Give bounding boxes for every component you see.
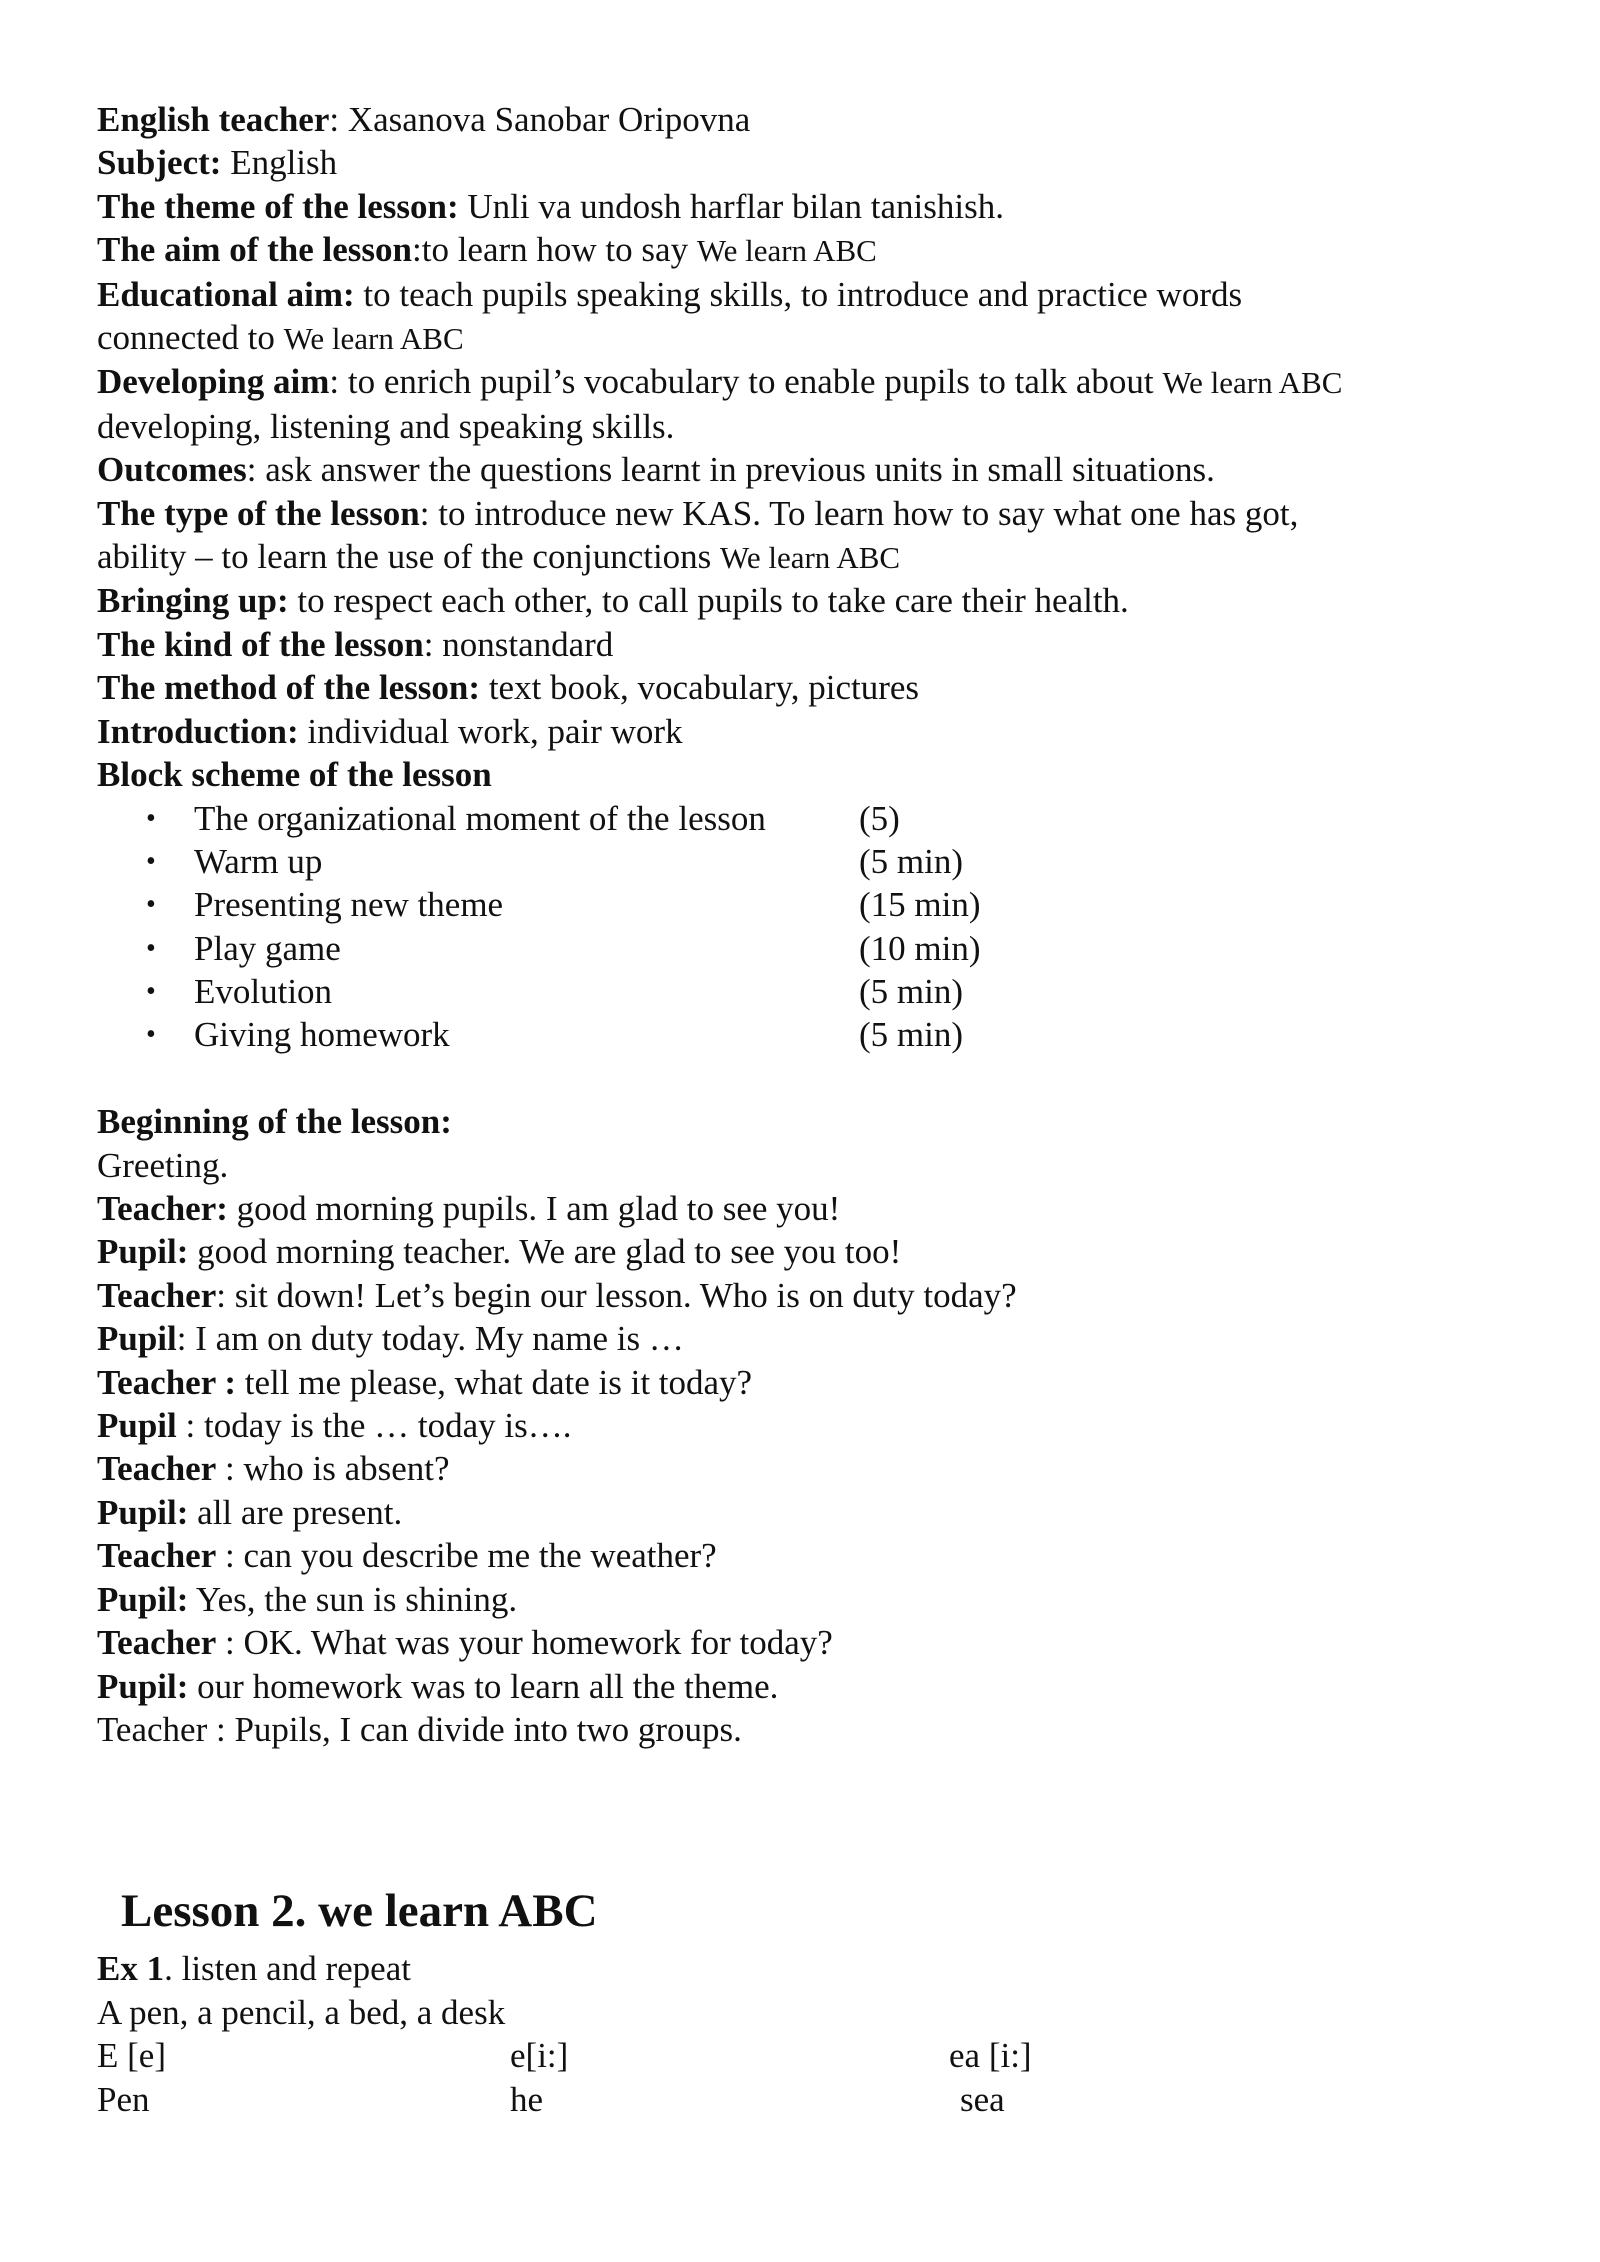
- document-page: [97, 98, 1517, 2121]
- dialogue-line: Teacher: sit down! Let’s begin our lesson. Who is on duty today?: [97, 1275, 1017, 1315]
- sound-cell: ea [i:]: [949, 2036, 1032, 2076]
- lesson-2-title: Lesson 2. we learn ABC: [121, 1885, 598, 1938]
- lesson-info: [97, 98, 1517, 797]
- info-type: The type of the lesson: to introduce new KAS. To learn how to say what one has got,: [97, 493, 1299, 533]
- list-item: • Play game (10 min): [97, 927, 1517, 970]
- info-method: The method of the lesson: text book, vocabulary, pictures: [97, 668, 920, 708]
- dialogue-line: Teacher : tell me please, what date is it today?: [97, 1362, 753, 1402]
- info-theme: The theme of the lesson: Unli va undosh harflar bilan tanishish.: [97, 186, 1004, 226]
- lesson-2-section: [97, 1881, 1517, 2121]
- sound-cell: e[i:]: [510, 2036, 569, 2076]
- info-developing-aim: Developing aim: to enrich pupil’s vocabulary to enable pupils to talk about We learn ABC: [97, 362, 1343, 402]
- info-developing-aim-cont: developing, listening and speaking skills.: [97, 406, 675, 446]
- bullet-icon: •: [146, 802, 156, 834]
- beginning-section: [97, 1100, 1517, 1751]
- list-item: • The organizational moment of the lesson (5): [97, 797, 1517, 840]
- bullet-icon: •: [146, 932, 156, 964]
- info-aim: The aim of the lesson:to learn how to say We learn ABC: [97, 230, 877, 270]
- dialogue-line: Pupil: Yes, the sun is shining.: [97, 1579, 518, 1619]
- example-cell: he: [510, 2079, 544, 2119]
- bullet-icon: •: [146, 1019, 156, 1051]
- info-introduction: Introduction: individual work, pair work: [97, 711, 683, 751]
- exercise-1: Ex 1. listen and repeat: [97, 1949, 411, 1989]
- bullet-icon: •: [146, 889, 156, 921]
- bullet-icon: •: [146, 976, 156, 1008]
- dialogue-line: Pupil : today is the … today is….: [97, 1406, 572, 1446]
- dialogue-line: Pupil: good morning teacher. We are glad to see you too!: [97, 1232, 902, 1272]
- dialogue-line: Teacher : who is absent?: [97, 1449, 450, 1489]
- info-educational-aim-cont: connected to We learn ABC: [97, 318, 464, 358]
- list-item: • Giving homework (5 min): [97, 1013, 1517, 1056]
- info-teacher: English teacher: Xasanova Sanobar Oripovna: [97, 100, 751, 139]
- dialogue-line: Pupil: all are present.: [97, 1492, 403, 1532]
- list-item: • Presenting new theme (15 min): [97, 883, 1517, 926]
- block-scheme-heading: Block scheme of the lesson: [97, 755, 492, 795]
- bullet-icon: •: [146, 845, 156, 877]
- info-bringing-up: Bringing up: to respect each other, to call pupils to take care their health.: [97, 581, 1129, 621]
- info-educational-aim: Educational aim: to teach pupils speaking skills, to introduce and practice words: [97, 274, 1243, 314]
- example-cell: sea: [960, 2079, 1005, 2119]
- list-item: • Warm up (5 min): [97, 840, 1517, 883]
- sound-row: [97, 2034, 1517, 2077]
- block-scheme-list: [97, 797, 1517, 1057]
- sound-cell: E [e]: [97, 2036, 166, 2076]
- dialogue-line: Pupil: our homework was to learn all the theme.: [97, 1666, 779, 1706]
- dialogue-line: Teacher : can you describe me the weather?: [97, 1536, 717, 1576]
- dialogue-line: Pupil: I am on duty today. My name is …: [97, 1319, 684, 1359]
- dialogue-line: Teacher : Pupils, I can divide into two groups.: [97, 1709, 742, 1749]
- beginning-heading: Beginning of the lesson:: [97, 1102, 452, 1142]
- info-type-cont: ability – to learn the use of the conjunctions We learn ABC: [97, 537, 901, 577]
- info-subject: Subject: English: [97, 143, 338, 183]
- dialogue-line: Teacher: good morning pupils. I am glad to see you!: [97, 1189, 841, 1229]
- info-kind: The kind of the lesson: nonstandard: [97, 624, 614, 664]
- example-cell: Pen: [97, 2079, 150, 2119]
- example-row: [97, 2078, 1517, 2121]
- words-line: A pen, a pencil, a bed, a desk: [97, 1992, 506, 2032]
- list-item: • Evolution (5 min): [97, 970, 1517, 1013]
- info-outcomes: Outcomes: ask answer the questions learnt in previous units in small situations.: [97, 450, 1215, 490]
- greeting: Greeting.: [97, 1145, 229, 1185]
- dialogue-line: Teacher : OK. What was your homework for today?: [97, 1623, 833, 1663]
